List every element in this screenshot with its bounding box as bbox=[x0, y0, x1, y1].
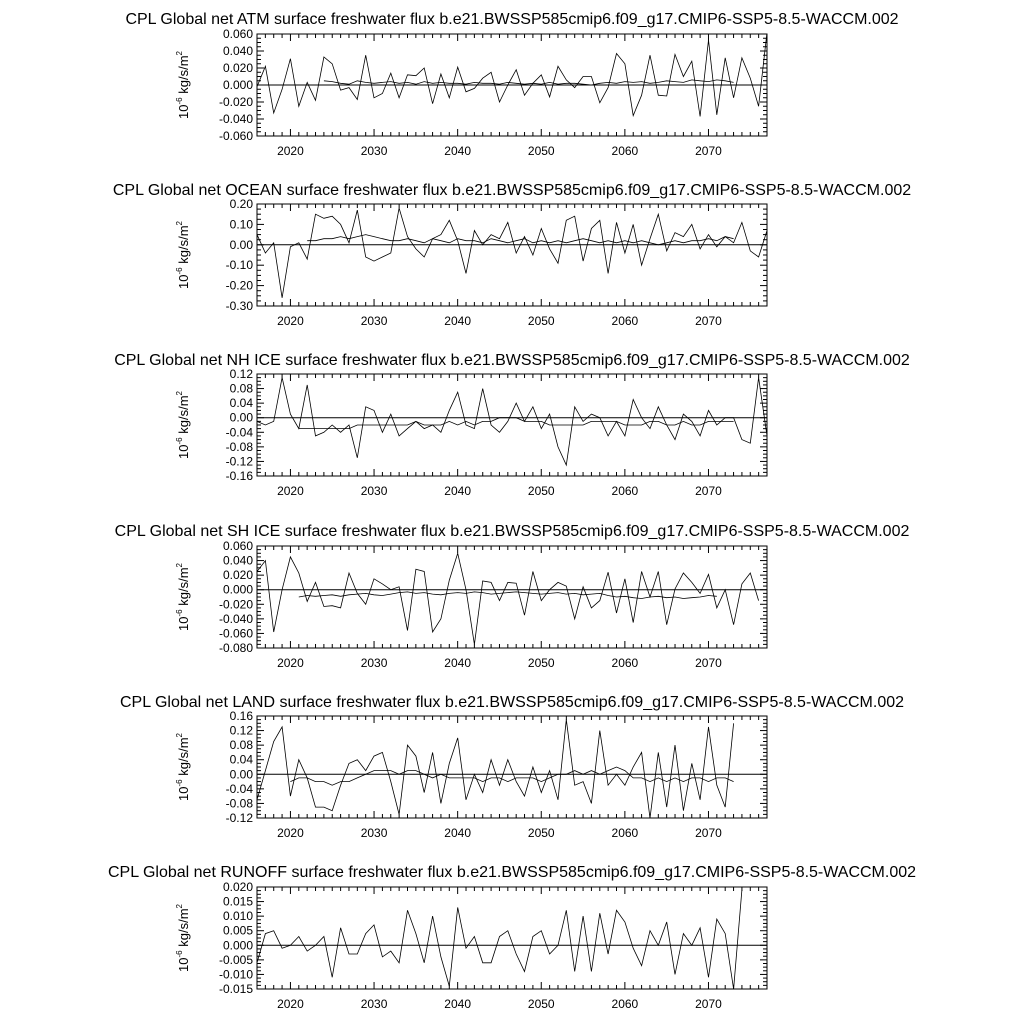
y-tick-label: -0.005 bbox=[218, 952, 253, 967]
y-tick-label: -0.040 bbox=[218, 611, 253, 626]
x-tick-label: 2070 bbox=[695, 144, 722, 158]
y-tick-label: -0.060 bbox=[218, 626, 253, 641]
y-tick-label: 0.015 bbox=[222, 894, 253, 909]
x-tick-label: 2040 bbox=[444, 656, 472, 670]
y-tick-label: -0.12 bbox=[225, 454, 253, 469]
y-tick-label: 0.00 bbox=[229, 767, 253, 782]
y-axis-label: $10^{-6}$ $kg/s/m^2$ bbox=[175, 51, 191, 119]
y-tick-label: 0.020 bbox=[222, 568, 253, 583]
x-tick-label: 2070 bbox=[695, 314, 722, 328]
x-tick-label: 2020 bbox=[277, 484, 304, 498]
x-tick-label: 2040 bbox=[444, 314, 472, 328]
chart-title: CPL Global net LAND surface freshwater flux b.e21.BWSSP585cmip6.f09_g17.CMIP6-SSP5-8.5-WACCM.002 bbox=[119, 694, 905, 711]
y-axis-label: $10^{-6}$ $kg/s/m^2$ bbox=[175, 391, 191, 459]
y-tick-label: 0.040 bbox=[222, 44, 253, 58]
chart-title: CPL Global net NH ICE surface freshwater flux b.e21.BWSSP585cmip6.f09_g17.CMIP6-SSP5-8.5-WACCM.002 bbox=[114, 352, 910, 369]
y-tick-label: 0.20 bbox=[229, 197, 253, 211]
y-tick-label: 0.04 bbox=[229, 396, 253, 411]
y-tick-label: -0.10 bbox=[225, 258, 253, 273]
x-tick-label: 2050 bbox=[527, 144, 555, 158]
x-tick-label: 2020 bbox=[277, 826, 304, 840]
y-tick-label: -0.040 bbox=[218, 112, 253, 126]
x-tick-label: 2060 bbox=[611, 997, 639, 1011]
y-tick-label: 0.000 bbox=[222, 938, 253, 953]
y-axis-label: $10^{-6}$ $kg/s/m^2$ bbox=[175, 904, 191, 972]
x-tick-label: 2050 bbox=[527, 314, 555, 328]
y-tick-label: -0.16 bbox=[225, 469, 253, 483]
x-tick-label: 2070 bbox=[695, 656, 722, 670]
y-tick-label: 0.12 bbox=[229, 367, 253, 381]
y-tick-label: -0.060 bbox=[218, 129, 253, 143]
y-tick-label: -0.015 bbox=[218, 982, 253, 996]
x-tick-label: 2030 bbox=[360, 484, 388, 498]
x-tick-label: 2040 bbox=[444, 484, 472, 498]
x-tick-label: 2070 bbox=[695, 826, 722, 840]
y-tick-label: -0.080 bbox=[218, 641, 253, 655]
y-tick-label: 0.010 bbox=[222, 909, 253, 924]
x-tick-label: 2030 bbox=[360, 144, 388, 158]
x-tick-label: 2050 bbox=[527, 656, 555, 670]
x-tick-label: 2050 bbox=[527, 997, 555, 1011]
chart-title: CPL Global net SH ICE surface freshwater flux b.e21.BWSSP585cmip6.f09_g17.CMIP6-SSP5-8.5-WACCM.002 bbox=[114, 523, 910, 540]
y-axis-label: $10^{-6}$ $kg/s/m^2$ bbox=[175, 563, 191, 631]
x-tick-label: 2040 bbox=[444, 826, 472, 840]
y-tick-label: 0.00 bbox=[229, 237, 253, 252]
x-tick-label: 2060 bbox=[611, 314, 639, 328]
y-tick-label: 0.020 bbox=[222, 61, 253, 75]
y-tick-label: 0.020 bbox=[222, 880, 253, 894]
y-tick-label: 0.12 bbox=[229, 723, 253, 738]
y-tick-label: 0.060 bbox=[222, 539, 253, 553]
x-tick-label: 2060 bbox=[611, 826, 639, 840]
x-tick-label: 2030 bbox=[360, 997, 388, 1011]
y-tick-label: 0.16 bbox=[229, 709, 253, 723]
x-tick-label: 2050 bbox=[527, 826, 555, 840]
chart-title: CPL Global net ATM surface freshwater flux b.e21.BWSSP585cmip6.f09_g17.CMIP6-SSP5-8.5-WACCM.002 bbox=[125, 11, 899, 28]
x-tick-label: 2060 bbox=[611, 144, 639, 158]
y-tick-label: 0.000 bbox=[222, 582, 253, 597]
x-tick-label: 2070 bbox=[695, 997, 722, 1011]
y-tick-label: -0.30 bbox=[225, 299, 253, 313]
chart-title: CPL Global net RUNOFF surface freshwater flux b.e21.BWSSP585cmip6.f09_g17.CMIP6-SSP5-8.5-WACCM.002 bbox=[107, 864, 917, 881]
y-tick-label: -0.08 bbox=[225, 796, 253, 811]
x-tick-label: 2040 bbox=[444, 144, 472, 158]
y-tick-label: -0.04 bbox=[225, 425, 253, 440]
y-tick-label: -0.08 bbox=[225, 439, 253, 454]
x-tick-label: 2020 bbox=[277, 656, 304, 670]
y-tick-label: -0.12 bbox=[225, 811, 253, 825]
chart-title: CPL Global net OCEAN surface freshwater flux b.e21.BWSSP585cmip6.f09_g17.CMIP6-SSP5-8.5-WACCM.002 bbox=[112, 182, 912, 199]
y-tick-label: 0.00 bbox=[229, 410, 253, 425]
x-tick-label: 2060 bbox=[611, 484, 639, 498]
y-tick-label: 0.000 bbox=[222, 78, 253, 92]
x-tick-label: 2050 bbox=[527, 484, 555, 498]
x-tick-label: 2020 bbox=[277, 314, 304, 328]
y-tick-label: -0.020 bbox=[218, 597, 253, 612]
y-tick-label: 0.10 bbox=[229, 217, 253, 232]
y-tick-label: 0.040 bbox=[222, 553, 253, 568]
y-tick-label: 0.08 bbox=[229, 738, 253, 753]
x-tick-label: 2040 bbox=[444, 997, 472, 1011]
y-tick-label: 0.060 bbox=[222, 27, 253, 41]
x-tick-label: 2060 bbox=[611, 656, 639, 670]
y-axis-label: $10^{-6}$ $kg/s/m^2$ bbox=[175, 221, 191, 289]
y-tick-label: -0.20 bbox=[225, 278, 253, 293]
x-tick-label: 2020 bbox=[277, 144, 304, 158]
y-tick-label: -0.020 bbox=[218, 95, 253, 109]
x-tick-label: 2070 bbox=[695, 484, 722, 498]
y-axis-label: $10^{-6}$ $kg/s/m^2$ bbox=[175, 733, 191, 801]
y-tick-label: -0.010 bbox=[218, 967, 253, 982]
x-tick-label: 2020 bbox=[277, 997, 304, 1011]
x-tick-label: 2030 bbox=[360, 656, 388, 670]
y-tick-label: 0.04 bbox=[229, 752, 253, 767]
y-tick-label: 0.005 bbox=[222, 923, 253, 938]
y-tick-label: 0.08 bbox=[229, 381, 253, 396]
y-tick-label: -0.04 bbox=[225, 781, 253, 796]
x-tick-label: 2030 bbox=[360, 314, 388, 328]
x-tick-label: 2030 bbox=[360, 826, 388, 840]
